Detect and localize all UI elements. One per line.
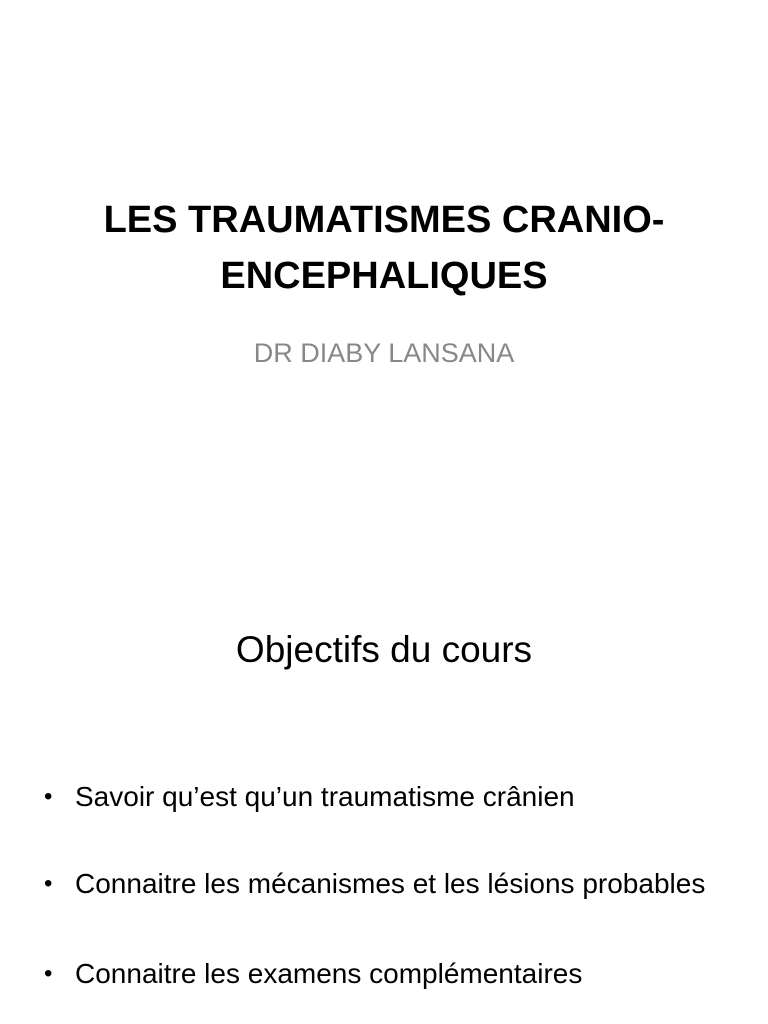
bullet-icon: • <box>44 960 53 987</box>
objective-item <box>40 843 730 925</box>
objectives-heading: Objectifs du cours <box>235 629 533 670</box>
objectives-slide <box>0 576 768 1024</box>
presentation-title: LES TRAUMATISMES CRANIO-ENCEPHALIQUES <box>103 199 665 297</box>
objective-item <box>40 756 730 838</box>
bullet-icon: • <box>44 783 53 810</box>
bullet-icon: • <box>44 870 53 897</box>
author-name: DR DIABY LANSANA <box>253 338 515 368</box>
objectives-list <box>40 756 730 1015</box>
objective-item <box>40 933 730 1015</box>
objective-text: Connaitre les mécanismes et les lésions probables <box>75 868 706 899</box>
objective-text: Connaitre les examens complémentaires <box>75 958 583 989</box>
objective-text: Savoir qu’est qu’un traumatisme crânien <box>75 781 575 812</box>
